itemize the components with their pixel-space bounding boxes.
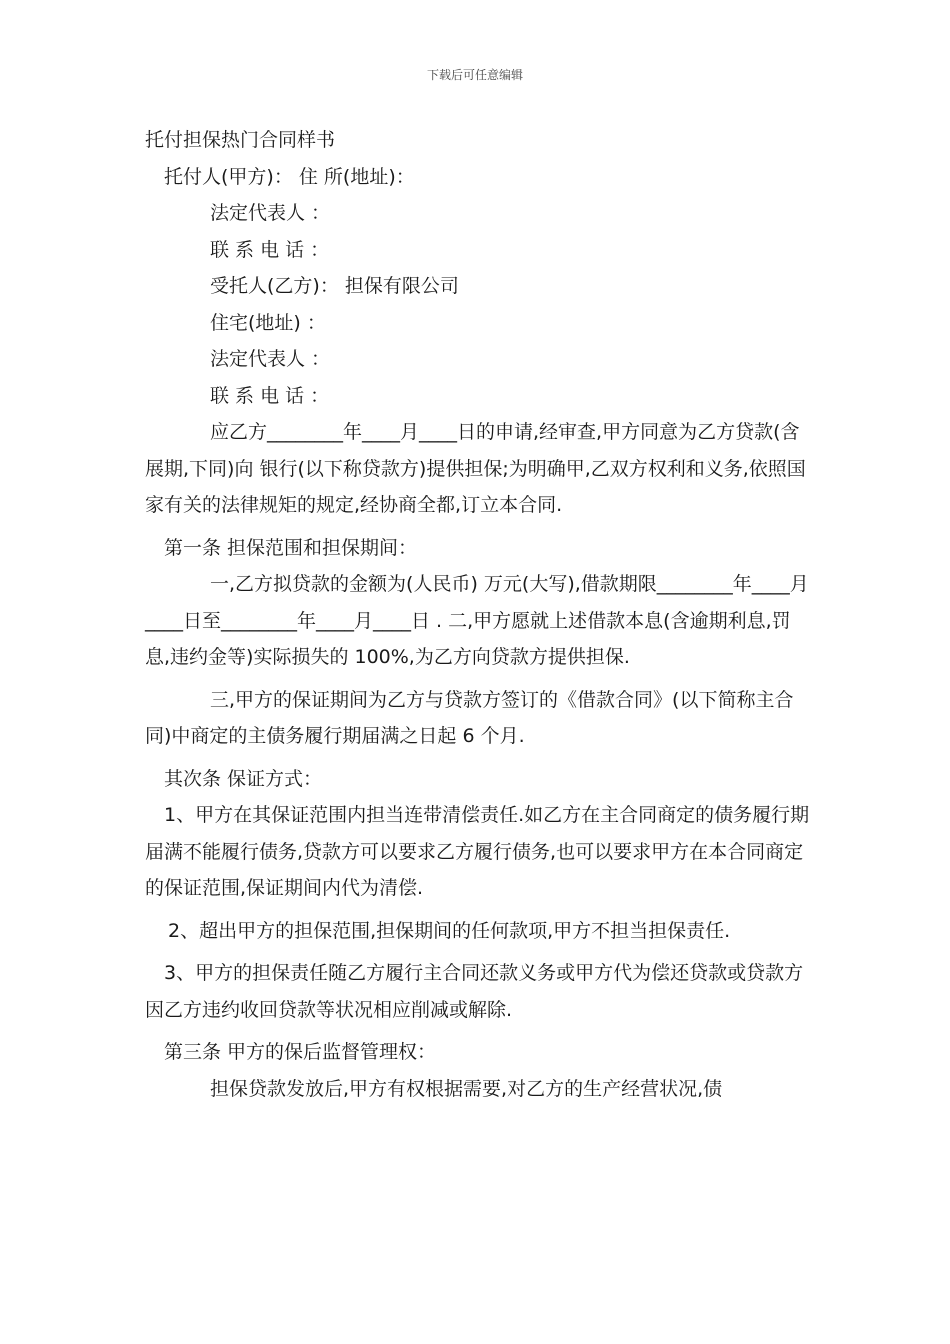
party-a-rep-line: 法定代表人 ： <box>210 202 331 224</box>
article-2-item-2: 2、超出甲方的担保范围,担保期间的任何款项,甲方不担当担保责任. <box>168 919 731 942</box>
preamble-paragraph: 应乙方________年____月____日的申请,经审查,甲方同意为乙方贷款(含展期,下同)向 银行(以下称贷款方)提供担保;为明确甲,乙双方权利和义务,依照国家有关的法律规矩的规定,经协商全都,订立本合同. <box>145 421 806 516</box>
article-2-item-1: 1、甲方在其保证范围内担当连带清偿责任.如乙方在主合同商定的债务履行期届满不能履行债务,贷款方可以要求乙方履行债务,也可以要求甲方在本合同商定的保证范围,保证期间内代为清偿. <box>145 804 810 899</box>
party-b-phone-line: 联 系 电 话 ： <box>210 384 330 407</box>
document-title: 托付担保热门合同样书 <box>145 129 336 151</box>
party-a-phone-line: 联 系 电 话 ： <box>210 238 330 261</box>
party-b-address-line: 住宅(地址) ： <box>210 311 326 334</box>
article-2-title: 其次条 保证方式： <box>164 767 323 790</box>
article-1-paragraph-3: 三,甲方的保证期间为乙方与贷款方签订的《借款合同》(以下简称主合同)中商定的主债务履行期届满之日起 6 个月. <box>145 688 794 747</box>
article-1-paragraph-1: 一,乙方拟贷款的金额为(人民币) 万元(大写),借款期限________年____月____日至________年____月____日 . 二,甲方愿就上述借款本息(含逾期利息,罚息,违约金等)实际损失的 100%,为乙方向贷款方提供担保. <box>145 573 809 668</box>
party-a-line: 托付人(甲方)： 住 所(地址)： <box>164 165 415 188</box>
article-2-item-3: 3、甲方的担保责任随乙方履行主合同还款义务或甲方代为偿还贷款或贷款方因乙方违约收回贷款等状况相应削减或解除. <box>145 962 804 1021</box>
article-1-title: 第一条 担保范围和担保期间： <box>164 536 418 559</box>
party-b-line: 受托人(乙方)： 担保有限公司 <box>210 275 459 297</box>
document-body <box>145 122 810 1107</box>
article-3-title: 第三条 甲方的保后监督管理权： <box>164 1041 437 1063</box>
page-header-note: 下载后可任意编辑 <box>426 68 523 82</box>
article-3-paragraph-1: 担保贷款发放后,甲方有权根据需要,对乙方的生产经营状况,债 <box>210 1077 723 1100</box>
party-b-rep-line: 法定代表人 ： <box>210 348 331 370</box>
